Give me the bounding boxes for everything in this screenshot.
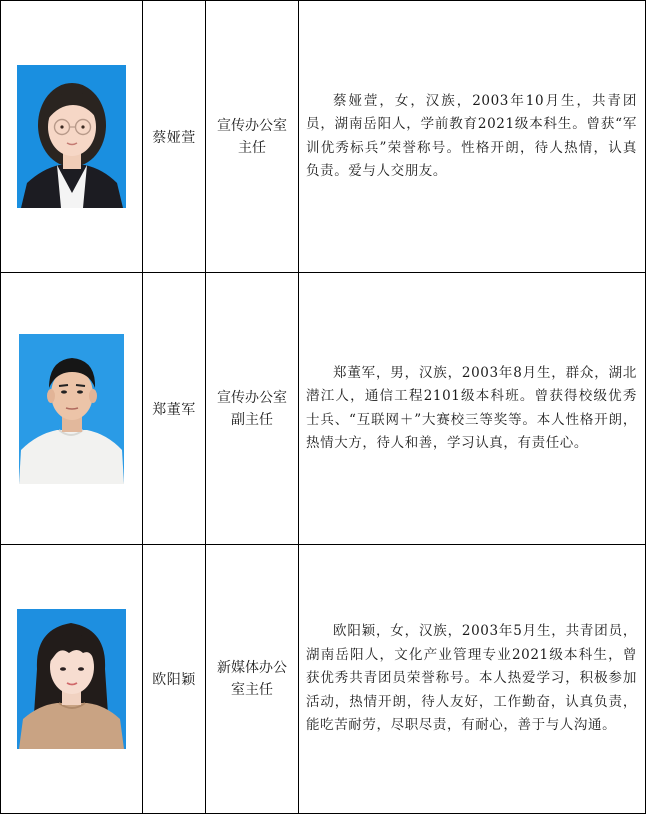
member-bio: 蔡娅萱，女，汉族，2003年10月生，共青团员，湖南岳阳人，学前教育2021级本科生。曾获“军训优秀标兵”荣誉称号。性格开朗，待人热情，认真负责。爱与人交朋友。 — [306, 92, 637, 179]
name-cell — [143, 1, 206, 273]
member-name: 郑董军 — [152, 401, 196, 418]
portrait-photo — [19, 334, 124, 484]
member-role: 新媒体办公室主任 — [217, 660, 287, 698]
bio-cell — [299, 273, 646, 545]
member-bio: 欧阳颖，女，汉族，2003年5月生，共青团员，湖南岳阳人，文化产业管理专业2021级本科生，曾获优秀共青团员荣誉称号。本人热爱学习，积极参加活动，热情开朗，待人友好，工作勤奋，认真负责，能吃苦耐劳，尽职尽责，有耐心，善于与人沟通。 — [306, 623, 637, 734]
member-role: 宣传办公室副主任 — [217, 389, 287, 428]
portrait-photo — [17, 65, 126, 208]
name-cell — [143, 273, 206, 545]
member-name: 欧阳颖 — [152, 672, 196, 688]
portrait-photo — [17, 609, 126, 749]
member-bio: 郑董军，男，汉族，2003年8月生，群众，湖北潜江人，通信工程2101级本科班。曾获得校级优秀士兵、“互联网＋”大赛校三等奖等。本人性格开朗，热情大方，待人和善，学习认真，有责任心。 — [306, 364, 637, 451]
member-role: 宣传办公室主任 — [217, 117, 287, 156]
member-name: 蔡娅萱 — [152, 129, 196, 146]
photo-cell — [1, 1, 143, 273]
table-row — [1, 273, 646, 545]
photo-cell — [1, 273, 143, 545]
bio-cell — [299, 1, 646, 273]
table-row — [1, 545, 646, 814]
role-cell — [206, 1, 299, 273]
role-cell — [206, 545, 299, 814]
table-row — [1, 1, 646, 273]
role-cell — [206, 273, 299, 545]
name-cell — [143, 545, 206, 814]
bio-cell — [299, 545, 646, 814]
photo-cell — [1, 545, 143, 814]
